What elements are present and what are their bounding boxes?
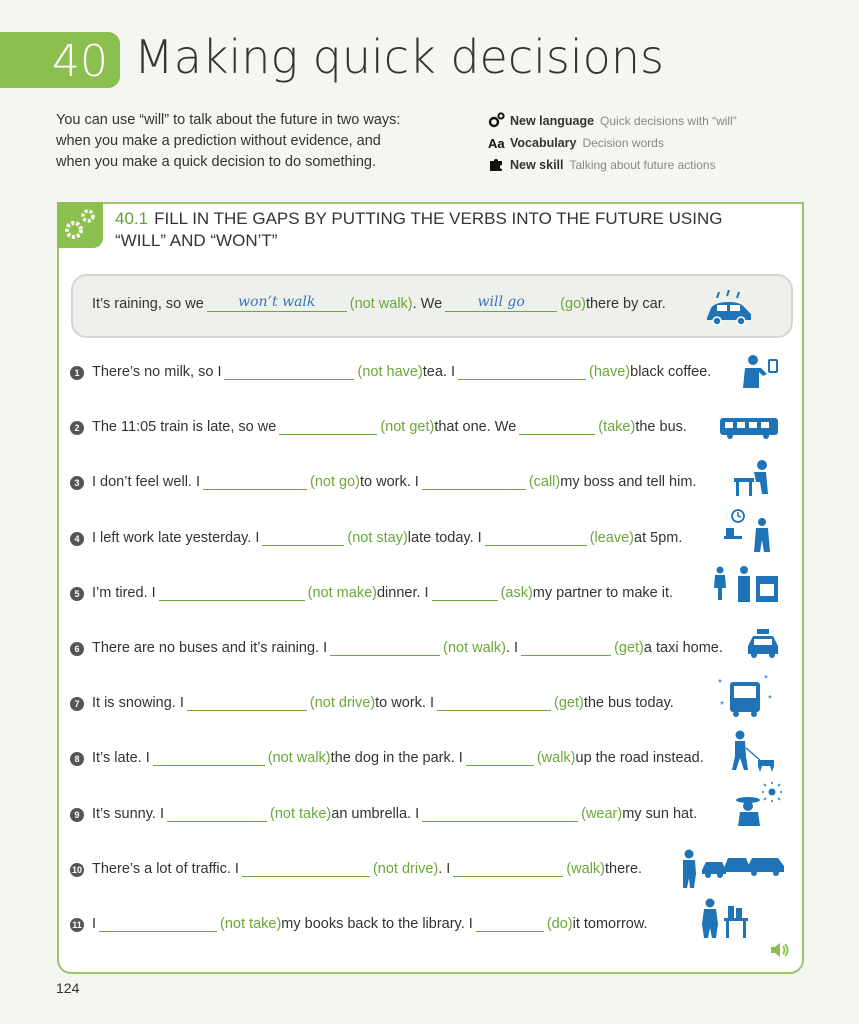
sentence-text: There’s a lot of traffic. I [92,861,239,877]
exercise-item [74,750,704,766]
person-walking-dog-icon [730,730,778,772]
answer-blank[interactable] [187,696,307,711]
exercise-item [74,695,674,711]
chapter-number: 40 [52,36,108,87]
verb-prompt: (do) [546,916,573,932]
verb-prompt: (call) [528,474,561,490]
info-new-skill [488,154,737,176]
exercise-number: 40.1 [115,209,149,228]
sentence-text: the dog in the park. I [330,750,463,766]
lesson-info [488,110,737,176]
intro-line: You can use “will” to talk about the future in two ways: [56,112,401,128]
info-new-language [488,110,737,132]
handwritten-answer: won’t walk [238,294,316,310]
answer-blank [445,294,557,312]
svg-text:*: * [768,694,772,705]
item-number: 8 [70,752,84,766]
person-traffic-icon [680,840,786,890]
sentence-text: The 11:05 train is late, so we [92,419,277,435]
verb-prompt: (not drive) [309,695,376,711]
answer-blank[interactable] [476,917,544,932]
sentence-text: I’m tired. I [92,585,156,601]
intro-text [56,110,456,173]
sentence-text: to work. I [375,695,434,711]
verb-prompt: (not take) [220,916,282,932]
answer-blank[interactable] [453,862,563,877]
item-number: 4 [70,532,84,546]
answer-blank[interactable] [279,420,377,435]
exercise-item [72,916,648,932]
exercise-item [74,640,723,656]
page-number: 124 [56,980,80,996]
info-value: Talking about future actions [569,158,716,172]
verb-prompt: (get) [553,695,584,711]
answer-blank[interactable] [458,365,586,380]
answer-blank[interactable] [203,475,307,490]
item-number: 7 [70,697,84,711]
verb-prompt: (get) [614,640,644,656]
item-number: 3 [70,476,84,490]
exercise-item [74,530,683,546]
exercise-item [74,806,698,822]
person-phone-icon [737,354,781,388]
answer-blank[interactable] [466,751,534,766]
verb-prompt: (take) [598,419,636,435]
sentence-text: an umbrella. I [331,806,420,822]
sentence-text: up the road instead. [575,750,704,766]
sick-person-icon [732,460,774,496]
car-rain-icon [703,290,755,326]
sentence-text: tea. I [422,364,456,380]
sentence-text: dinner. I [376,585,429,601]
item-number: 1 [70,366,84,380]
verb-prompt: (not drive) [372,861,439,877]
verb-prompt: (walk) [566,861,605,877]
sentence-text: to work. I [359,474,419,490]
verb-prompt: (ask) [500,585,533,601]
info-vocabulary [488,132,737,154]
sentence-text: it tomorrow. [572,916,648,932]
example-sentence [92,296,666,312]
item-number: 2 [70,421,84,435]
exercise-item [71,861,643,877]
answer-blank[interactable] [153,751,265,766]
sentence-text: the bus today. [583,695,674,711]
taxi-icon [745,628,781,658]
answer-blank[interactable] [167,807,267,822]
sentence-text: It’s sunny. I [92,806,164,822]
exercise-item [74,419,687,435]
audio-icon[interactable] [769,942,791,958]
handwritten-answer: will go [477,294,525,310]
verb-prompt: (go) [560,296,586,312]
sentence-text: It is snowing. I [92,695,184,711]
svg-text:*: * [720,700,724,711]
sentence-text: I don’t feel well. I [92,474,200,490]
info-value: Decision words [582,136,664,150]
sentence-text: that one. We [434,419,517,435]
info-key: Vocabulary [510,136,577,150]
item-number: 5 [70,587,84,601]
answer-blank [207,294,347,312]
bus-icon [718,416,780,440]
item-number: 6 [70,642,84,656]
puzzle-icon [488,156,510,175]
person-library-books-icon [700,898,752,940]
svg-text:*: * [764,674,768,685]
intro-line: when you make a quick decision to do something. [56,154,376,170]
sentence-text: late today. I [407,530,482,546]
answer-blank[interactable] [262,531,344,546]
sentence-text: I left work late yesterday. I [92,530,260,546]
sentence-text: my sun hat. [622,806,698,822]
sentence-text: there by car. [585,296,666,312]
exercise-item [74,474,697,490]
sentence-text: black coffee. [630,364,712,380]
answer-blank[interactable] [432,586,498,601]
answer-blank[interactable] [422,807,578,822]
chapter-title: Making quick decisions [134,30,664,84]
person-leaving-office-icon [720,508,774,554]
sentence-text: my partner to make it. [532,585,674,601]
info-value: Quick decisions with “will” [600,114,737,128]
gears-icon [488,112,510,131]
answer-blank[interactable] [242,862,370,877]
sentence-text: at 5pm. [634,530,683,546]
answer-blank[interactable] [224,365,354,380]
partner-cooking-icon [712,566,780,604]
verb-prompt: (not make) [307,585,377,601]
svg-text:*: * [718,678,722,689]
sentence-text: There are no buses and it’s raining. I [92,640,328,656]
verb-prompt: (not get) [380,419,435,435]
sentence-text: . I [438,861,451,877]
gears-icon [57,202,103,248]
sentence-text: . We [412,296,443,312]
exercise-item [74,364,712,380]
sentence-text: . I [505,640,519,656]
item-number: 11 [70,918,84,932]
sentence-text: I [92,916,97,932]
aa-icon: Aa [488,135,505,151]
item-number: 10 [71,865,82,875]
answer-blank[interactable] [485,531,587,546]
verb-prompt: (wear) [581,806,623,822]
answer-blank[interactable] [521,641,611,656]
verb-prompt: (not go) [310,474,360,490]
verb-prompt: (walk) [536,750,576,766]
answer-blank[interactable] [437,696,551,711]
verb-prompt: (not walk) [443,640,506,656]
sentence-text: a taxi home. [643,640,723,656]
sentence-text: my boss and tell him. [560,474,697,490]
sentence-text: It’s raining, so we [92,296,204,312]
exercise-item [74,585,674,601]
verb-prompt: (not walk) [267,750,331,766]
gear-badge [57,202,103,248]
info-key: New language [510,114,595,128]
sentence-text: the bus. [635,419,687,435]
sentence-text: It’s late. I [92,750,150,766]
exercise-title [115,208,722,252]
answer-blank[interactable] [159,586,305,601]
verb-prompt: (have) [589,364,631,380]
person-sun-hat-icon [734,782,784,826]
item-number: 9 [70,808,84,822]
info-key: New skill [510,158,564,172]
answer-blank[interactable] [330,641,440,656]
verb-prompt: (not stay) [347,530,408,546]
answer-blank[interactable] [519,420,595,435]
verb-prompt: (not walk) [349,296,413,312]
answer-blank[interactable] [99,917,217,932]
exercise-title-line1: FILL IN THE GAPS BY PUTTING THE VERBS INTO THE FUTURE USING [154,209,723,228]
sentence-text: my books back to the library. I [281,916,473,932]
verb-prompt: (not have) [357,364,423,380]
sentence-text: There’s no milk, so I [92,364,222,380]
verb-prompt: (leave) [589,530,635,546]
bus-snow-icon [716,672,776,718]
intro-line: when you make a prediction without evidence, and [56,133,381,149]
answer-blank[interactable] [422,475,526,490]
sentence-text: there. [605,861,643,877]
exercise-title-line2: “WILL” AND “WON’T” [115,231,278,250]
verb-prompt: (not take) [270,806,332,822]
